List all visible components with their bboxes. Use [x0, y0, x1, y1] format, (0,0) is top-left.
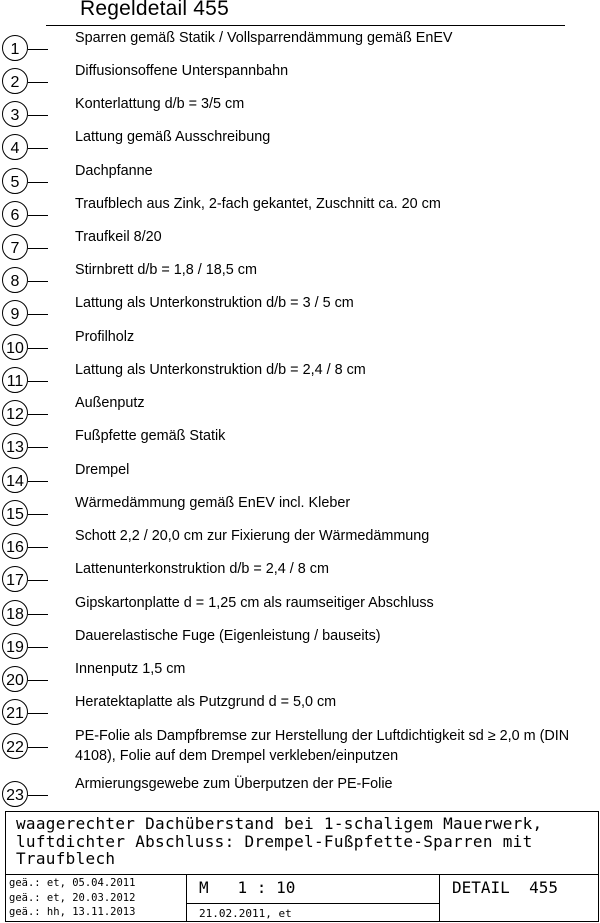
- item-text: Dachpfanne: [75, 163, 153, 179]
- leader-line: [28, 414, 48, 415]
- item-text: Profilholz: [75, 329, 135, 345]
- page-title: Regeldetail 455: [80, 0, 229, 20]
- item-number-badge: 5: [2, 168, 28, 194]
- legend-item: [0, 694, 600, 729]
- leader-line: [28, 82, 48, 83]
- item-number-badge: 4: [2, 134, 28, 160]
- item-number-badge: 10: [2, 334, 28, 360]
- item-text: Wärmedämmung gemäß EnEV incl. Kleber: [75, 495, 351, 511]
- item-number-badge: 21: [2, 699, 28, 725]
- leader-line: [28, 747, 48, 748]
- item-number-badge: 16: [2, 533, 28, 559]
- legend-item: [0, 776, 600, 811]
- item-text: Drempel: [75, 462, 130, 478]
- title-block: [5, 811, 599, 922]
- item-number-badge: 14: [2, 467, 28, 493]
- revision-list: [9, 876, 135, 920]
- legend-item: [0, 295, 600, 330]
- leader-line: [28, 314, 48, 315]
- leader-line: [28, 795, 48, 796]
- legend-item: [0, 129, 600, 164]
- leader-line: [28, 481, 48, 482]
- revision-entry: geä.: et, 20.03.2012: [9, 891, 136, 904]
- leader-line: [28, 447, 48, 448]
- scale-label: M 1 : 10: [199, 878, 296, 897]
- item-text: Diffusionsoffene Unterspannbahn: [75, 63, 289, 79]
- detail-number: DETAIL 455: [452, 878, 558, 897]
- title-rule: [46, 25, 565, 26]
- scale-date-divider: [186, 903, 439, 904]
- item-text: Lattung als Unterkonstruktion d/b = 2,4 / 8 cm: [75, 362, 366, 378]
- legend-item: [0, 561, 600, 596]
- leader-line: [28, 348, 48, 349]
- item-text: Lattenunterkonstruktion d/b = 2,4 / 8 cm: [75, 561, 329, 577]
- leader-line: [28, 381, 48, 382]
- item-number-badge: 12: [2, 400, 28, 426]
- item-number-badge: 15: [2, 500, 28, 526]
- item-number-badge: 17: [2, 566, 28, 592]
- item-text: Armierungsgewebe zum Überputzen der PE-Folie: [75, 776, 393, 792]
- column-divider: [186, 874, 187, 922]
- item-number-badge: 11: [2, 367, 28, 393]
- item-text: Dauerelastische Fuge (Eigenleistung / bauseits): [75, 628, 381, 644]
- item-text: Schott 2,2 / 20,0 cm zur Fixierung der Wärmedämmung: [75, 528, 430, 544]
- item-text: Heratektaplatte als Putzgrund d = 5,0 cm: [75, 694, 337, 710]
- item-text: Traufblech aus Zink, 2-fach gekantet, Zuschnitt ca. 20 cm: [75, 196, 441, 212]
- title-block-divider: [6, 874, 598, 875]
- leader-line: [28, 148, 48, 149]
- item-text: Lattung gemäß Ausschreibung: [75, 129, 271, 145]
- leader-line: [28, 182, 48, 183]
- detail-description: waagerechter Dachüberstand bei 1-schaligem Mauerwerk, luftdichter Abschluss: Drempel-Fußpfette-Sparren mit Traufblech: [16, 814, 543, 868]
- leader-line: [28, 547, 48, 548]
- item-text: Sparren gemäß Statik / Vollsparrendämmung gemäß EnEV: [75, 30, 453, 46]
- leader-line: [28, 281, 48, 282]
- revision-entry: geä.: et, 05.04.2011: [9, 877, 136, 889]
- leader-line: [28, 647, 48, 648]
- item-number-badge: 9: [2, 300, 28, 326]
- item-number-badge: 7: [2, 234, 28, 260]
- leader-line: [28, 215, 48, 216]
- item-number-badge: 6: [2, 201, 28, 227]
- leader-line: [28, 680, 48, 681]
- leader-line: [28, 580, 48, 581]
- drawing-date: 21.02.2011, et: [199, 907, 292, 920]
- leader-line: [28, 713, 48, 714]
- item-text: Fußpfette gemäß Statik: [75, 428, 226, 444]
- item-number-badge: 19: [2, 633, 28, 659]
- leader-line: [28, 514, 48, 515]
- item-number-badge: 20: [2, 666, 28, 692]
- legend-item: [0, 428, 600, 463]
- item-text: Außenputz: [75, 395, 145, 411]
- item-text: PE-Folie als Dampfbremse zur Herstellung der Luftdichtigkeit sd ≥ 2,0 m (DIN 4108), Folie auf dem Drempel verkleben/einputzen: [75, 728, 570, 764]
- leader-line: [28, 614, 48, 615]
- item-text: Konterlattung d/b = 3/5 cm: [75, 96, 245, 112]
- column-divider: [439, 874, 440, 922]
- item-number-badge: 23: [2, 781, 28, 807]
- item-number-badge: 3: [2, 101, 28, 127]
- item-text: Innenputz 1,5 cm: [75, 661, 186, 677]
- leader-line: [28, 115, 48, 116]
- item-text: Gipskartonplatte d = 1,25 cm als raumseitiger Abschluss: [75, 595, 434, 611]
- item-number-badge: 2: [2, 68, 28, 94]
- item-text: Stirnbrett d/b = 1,8 / 18,5 cm: [75, 262, 257, 278]
- item-number-badge: 13: [2, 433, 28, 459]
- legend-item: [0, 728, 600, 777]
- leader-line: [28, 49, 48, 50]
- leader-line: [28, 248, 48, 249]
- item-number-badge: 8: [2, 267, 28, 293]
- item-number-badge: 1: [2, 35, 28, 61]
- item-number-badge: 22: [2, 733, 28, 759]
- item-number-badge: 18: [2, 600, 28, 626]
- revision-entry: geä.: hh, 13.11.2013: [9, 906, 136, 918]
- item-text: Traufkeil 8/20: [75, 229, 162, 245]
- item-text: Lattung als Unterkonstruktion d/b = 3 / 5 cm: [75, 295, 354, 311]
